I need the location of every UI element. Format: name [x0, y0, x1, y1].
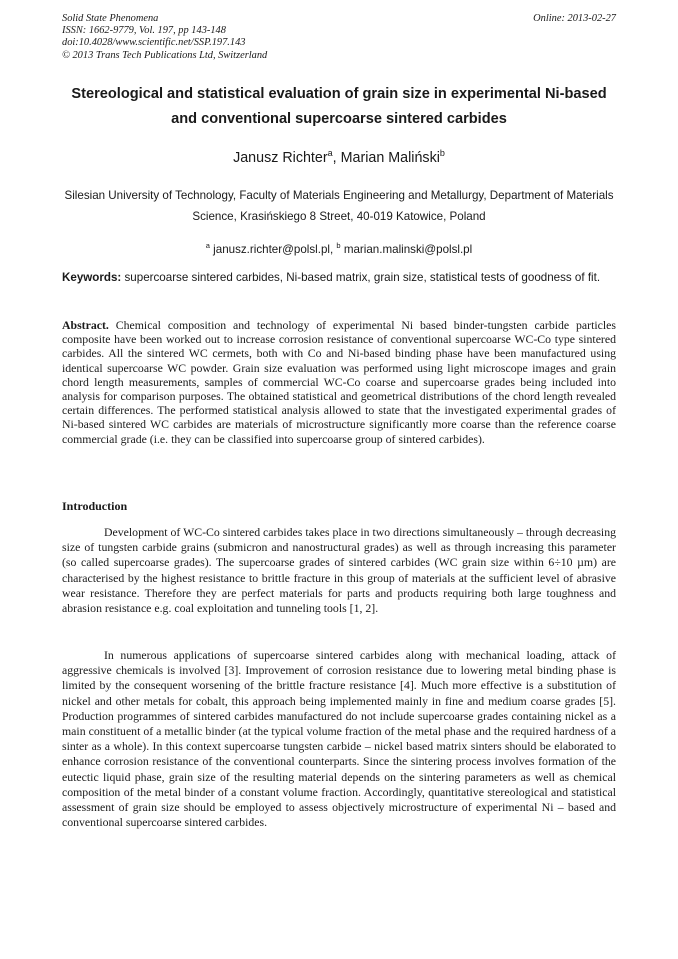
- online-date: Online: 2013-02-27: [533, 13, 616, 24]
- email-link[interactable]: janusz.richter@polsl.pl,: [209, 242, 337, 256]
- author-name: Janusz Richter: [233, 149, 328, 166]
- copyright-line: © 2013 Trans Tech Publications Ltd, Switzerland: [62, 49, 268, 61]
- section-heading: Introduction: [62, 499, 128, 513]
- body-paragraph: Development of WC-Co sintered carbides takes place in two directions simultaneously – through decreasing size of tungsten carbide grains (submicron and nanostructural grades) as well as through increasing this parameter (so called supercoarse grades). The supercoarse grades of sintered carbides (WC grain size within 6÷10 µm) are characterised by the highest resistance to brittle fracture in this group of materials at the sufficient level of abrasive wear resistance. Therefore they are perfect materials for parts and products requiring both large toughness and abrasion resistance e.g. coal exploitation and tunneling tools [1, 2].: [62, 525, 616, 616]
- author-list: [62, 143, 616, 168]
- paper-title: Stereological and statistical evaluation of grain size in experimental Ni-based and conventional supercoarse sintered carbides: [71, 86, 607, 127]
- email-superscript: a: [205, 241, 210, 250]
- issn-line: ISSN: 1662-9779, Vol. 197, pp 143-148: [62, 25, 226, 37]
- author-superscript: b: [439, 148, 445, 158]
- author-separator: ,: [332, 149, 341, 166]
- abstract-section: [62, 318, 616, 446]
- email-link[interactable]: marian.malinski@polsl.pl: [340, 242, 473, 256]
- abstract-label: Abstract.: [62, 318, 109, 332]
- author-superscript: a: [327, 148, 333, 158]
- journal-name: Solid State Phenomena: [62, 13, 159, 24]
- author-name: Marian Maliński: [340, 149, 440, 166]
- body-paragraph: In numerous applications of supercoarse sintered carbides along with mechanical loading, attack of aggressive chemicals is involved [3]. Improvement of corrosion resistance due to lowering metal binding phase is limited by the consequent worsening of the brittle fracture resistance [4]. Much more effective is a substitution of nickel and other metals for cobalt, this approach being implemented mainly in fine and medium coarse grades [5]. Production programmes of sintered carbides manufactured do not include supercoarse grades containing nickel as a main constituent of a metallic binder (at the typical volume fraction of the metal phase and the required hardness of a sinter as a whole). In this context supercoarse tungsten carbide – nickel based matrix sinters should be elaborated to enhance corrosion resistance of the conventional counterparts. Since the sintering process involves formation of the eutectic liquid phase, grain size of the resulting material depends on the sintering parameters as well as chemical composition of the metal binder of a constant volume fraction. Accordingly, quantitative stereological and statistical assessment of grain size should be employed to assess objectively microstructure of experimental Ni – based and conventional supercoarse sintered carbides.: [62, 648, 616, 830]
- journal-header: [62, 13, 267, 62]
- keywords-section: [62, 271, 616, 286]
- affiliation: Silesian University of Technology, Faculty of Materials Engineering and Metallurgy, Department of Materials Science, Krasińskiego 8 Street, 40-019 Katowice, Poland: [64, 189, 614, 223]
- doi-line[interactable]: doi:10.4028/www.scientific.net/SSP.197.143: [62, 37, 246, 49]
- email-superscript: b: [336, 241, 341, 250]
- keywords-label: Keywords:: [62, 271, 122, 284]
- abstract-text: Chemical composition and technology of experimental Ni based binder-tungsten carbide particles composite have been worked out to increase corrosion resistance of conventional supercoarse WC-Co type sintered carbides. All the sintered WC cermets, both with Co and Ni-based binding phase have been manufactured using identical supercoarse WC powder. Grain size evaluation was performed using light microscope images and grain chord length measurements, samples of commercial WC-Co coarse and supercoarse grades being included into analysis for comparison purposes. The obtained statistical and geometrical distributions of the chord length revealed certain differences. The performed statistical analysis allowed to state that the investigated experimental grades of Ni-based sintered WC carbides are materials of microstructure significantly more coarse than the reference coarse commercial grade (i.e. they can be classified into supercoarse group of sintered carbides).: [62, 318, 616, 446]
- author-emails: [62, 238, 616, 258]
- keywords-text: supercoarse sintered carbides, Ni-based matrix, grain size, statistical tests of goodness of fit.: [121, 271, 601, 284]
